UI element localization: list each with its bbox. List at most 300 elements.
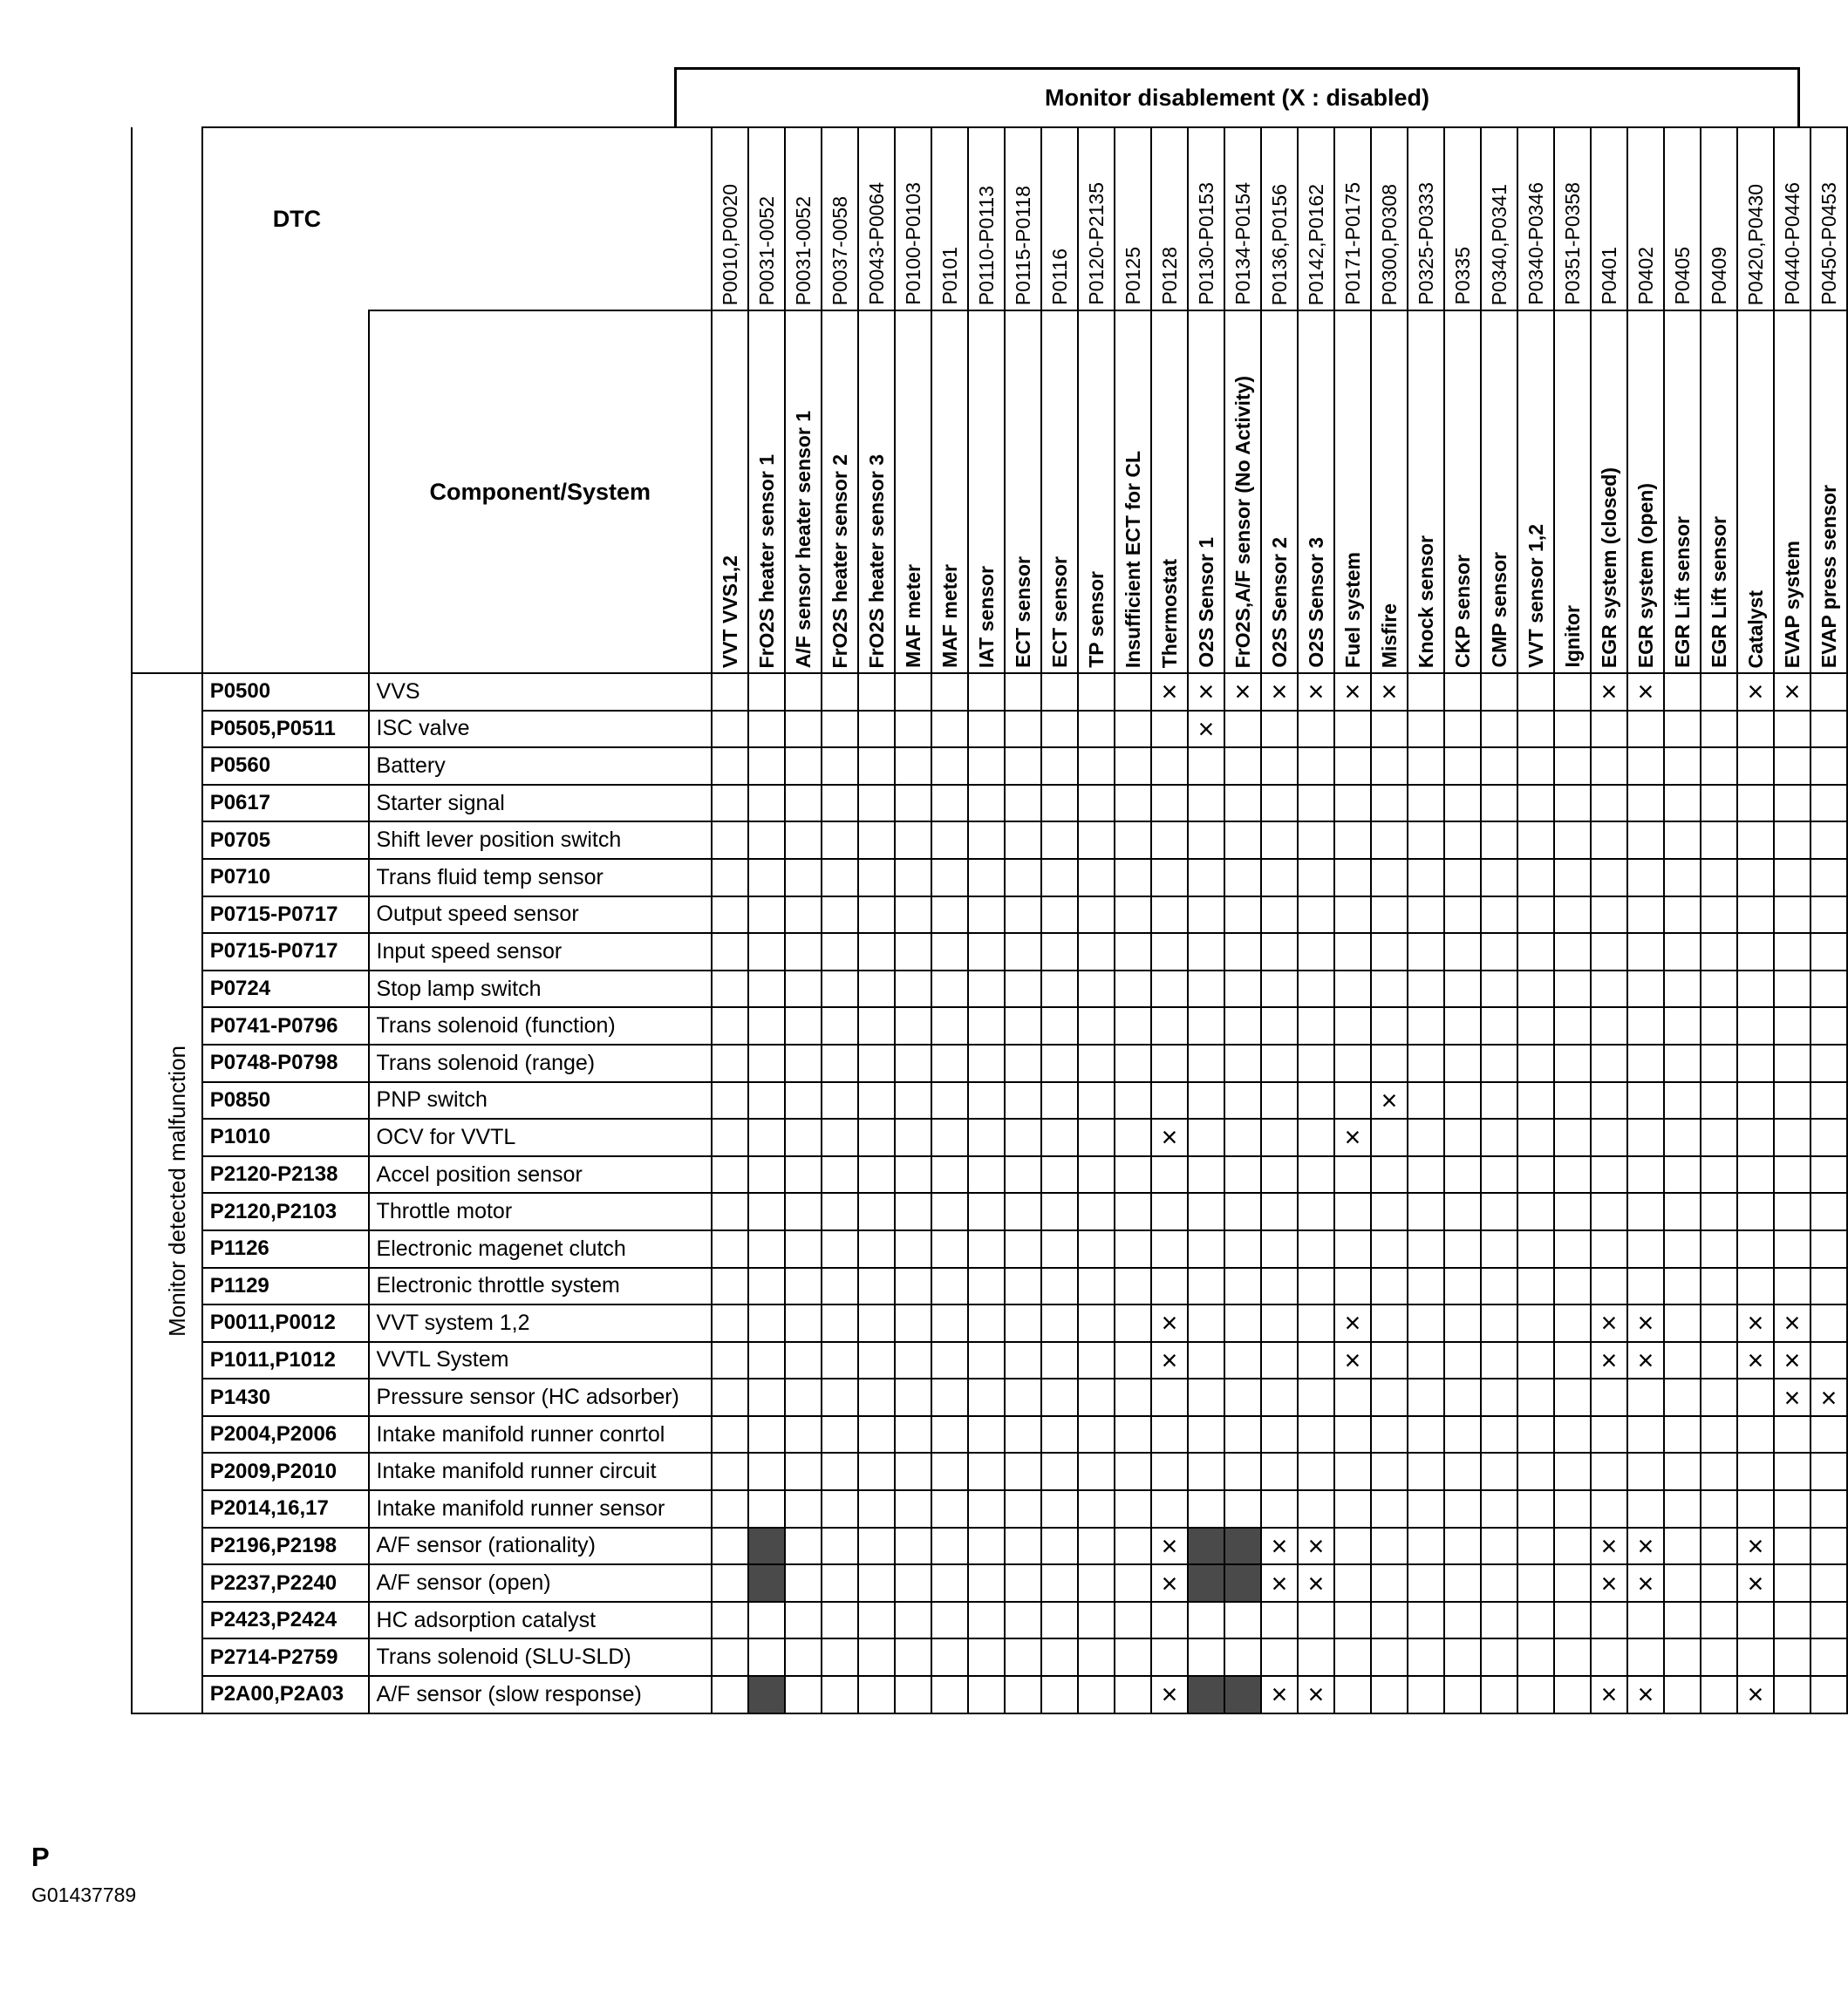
- row-component: Trans solenoid (function): [369, 1007, 712, 1045]
- empty-cell: [1298, 821, 1334, 859]
- empty-cell: [748, 1490, 785, 1528]
- empty-cell: [785, 1304, 822, 1342]
- empty-cell: [785, 1602, 822, 1639]
- empty-cell: [1298, 711, 1334, 748]
- corner-blank-cell: [132, 127, 202, 673]
- empty-cell: [712, 1230, 748, 1268]
- table-row: [132, 1268, 1847, 1305]
- empty-cell: [1481, 1082, 1517, 1120]
- row-dtc-code: P0715-P0717: [202, 896, 369, 934]
- empty-cell: [1701, 1676, 1737, 1713]
- empty-cell: [1664, 896, 1701, 934]
- empty-cell: [1078, 673, 1115, 711]
- empty-cell: [822, 1528, 858, 1565]
- empty-cell: [1774, 1453, 1810, 1490]
- disabled-mark: ×: [1371, 673, 1408, 711]
- empty-cell: [1408, 1379, 1444, 1416]
- empty-cell: [1517, 859, 1554, 896]
- empty-cell: [1444, 785, 1481, 822]
- row-component: Output speed sensor: [369, 896, 712, 934]
- column-code-label: P0450-P0453: [1817, 182, 1840, 305]
- empty-cell: [931, 1602, 968, 1639]
- empty-cell: [968, 747, 1005, 785]
- empty-cell: [1408, 673, 1444, 711]
- row-dtc-code: P2120-P2138: [202, 1156, 369, 1194]
- table-row: [132, 1082, 1847, 1120]
- empty-cell: [1664, 1230, 1701, 1268]
- shaded-cell: [1224, 1528, 1261, 1565]
- header-row-names: [132, 310, 1847, 673]
- table-row: [132, 1676, 1847, 1713]
- empty-cell: [785, 933, 822, 971]
- empty-cell: [1810, 1082, 1847, 1120]
- empty-cell: [968, 1119, 1005, 1156]
- empty-cell: [1224, 1007, 1261, 1045]
- empty-cell: [1224, 1638, 1261, 1676]
- empty-cell: [1664, 711, 1701, 748]
- empty-cell: [1481, 1156, 1517, 1194]
- empty-cell: [1627, 747, 1664, 785]
- empty-cell: [1334, 896, 1371, 934]
- empty-cell: [1481, 1638, 1517, 1676]
- empty-cell: [1115, 821, 1151, 859]
- empty-cell: [1554, 1230, 1591, 1268]
- empty-cell: [822, 1119, 858, 1156]
- empty-cell: [1737, 1082, 1774, 1120]
- empty-cell: [1701, 859, 1737, 896]
- row-component: Accel position sensor: [369, 1156, 712, 1194]
- empty-cell: [1664, 1490, 1701, 1528]
- empty-cell: [822, 859, 858, 896]
- row-component: Trans solenoid (SLU-SLD): [369, 1638, 712, 1676]
- empty-cell: [1151, 821, 1188, 859]
- empty-cell: [1371, 1676, 1408, 1713]
- empty-cell: [822, 1156, 858, 1194]
- empty-cell: [1334, 1156, 1371, 1194]
- column-name-label: EGR Lift sensor: [1670, 516, 1694, 668]
- column-code-label: P0300,P0308: [1377, 183, 1401, 305]
- empty-cell: [858, 1082, 895, 1120]
- column-name-27: [1701, 310, 1737, 673]
- column-name-label: TP sensor: [1084, 571, 1108, 668]
- empty-cell: [1298, 896, 1334, 934]
- empty-cell: [1701, 785, 1737, 822]
- empty-cell: [748, 1045, 785, 1082]
- empty-cell: [1298, 1342, 1334, 1379]
- empty-cell: [895, 1045, 931, 1082]
- empty-cell: [1554, 821, 1591, 859]
- column-code-14: [1224, 127, 1261, 310]
- disabled-mark: ×: [1151, 1119, 1188, 1156]
- empty-cell: [1408, 1453, 1444, 1490]
- empty-cell: [1810, 896, 1847, 934]
- empty-cell: [1151, 785, 1188, 822]
- empty-cell: [822, 1379, 858, 1416]
- shaded-cell: [1188, 1676, 1224, 1713]
- empty-cell: [931, 1564, 968, 1602]
- empty-cell: [1371, 1453, 1408, 1490]
- header-row-codes: [132, 127, 1847, 310]
- empty-cell: [1115, 1342, 1151, 1379]
- empty-cell: [1334, 1528, 1371, 1565]
- empty-cell: [1408, 1007, 1444, 1045]
- disabled-mark: ×: [1261, 1528, 1298, 1565]
- disabled-mark: ×: [1298, 1564, 1334, 1602]
- empty-cell: [1517, 673, 1554, 711]
- column-code-23: [1554, 127, 1591, 310]
- empty-cell: [895, 933, 931, 971]
- column-code-2: [785, 127, 822, 310]
- empty-cell: [1591, 1156, 1627, 1194]
- empty-cell: [1371, 711, 1408, 748]
- row-component: PNP switch: [369, 1082, 712, 1120]
- empty-cell: [748, 1638, 785, 1676]
- empty-cell: [748, 1007, 785, 1045]
- empty-cell: [1701, 1490, 1737, 1528]
- empty-cell: [1517, 1416, 1554, 1454]
- empty-cell: [748, 1304, 785, 1342]
- column-name-24: [1591, 310, 1627, 673]
- empty-cell: [822, 821, 858, 859]
- column-name-26: [1664, 310, 1701, 673]
- empty-cell: [1517, 1602, 1554, 1639]
- empty-cell: [712, 673, 748, 711]
- empty-cell: [931, 1490, 968, 1528]
- empty-cell: [1408, 1082, 1444, 1120]
- empty-cell: [1005, 1193, 1041, 1230]
- empty-cell: [1188, 1230, 1224, 1268]
- empty-cell: [1151, 1007, 1188, 1045]
- empty-cell: [1115, 1045, 1151, 1082]
- empty-cell: [1664, 1082, 1701, 1120]
- empty-cell: [858, 1045, 895, 1082]
- empty-cell: [1115, 785, 1151, 822]
- column-code-6: [931, 127, 968, 310]
- empty-cell: [858, 1230, 895, 1268]
- disabled-mark: ×: [1810, 1379, 1847, 1416]
- column-name-11: [1115, 310, 1151, 673]
- empty-cell: [1298, 1490, 1334, 1528]
- empty-cell: [1591, 1082, 1627, 1120]
- empty-cell: [1664, 971, 1701, 1008]
- empty-cell: [1737, 933, 1774, 971]
- empty-cell: [822, 747, 858, 785]
- empty-cell: [1517, 821, 1554, 859]
- empty-cell: [1188, 1156, 1224, 1194]
- empty-cell: [968, 1230, 1005, 1268]
- empty-cell: [1005, 1564, 1041, 1602]
- row-component: VVTL System: [369, 1342, 712, 1379]
- empty-cell: [1481, 1490, 1517, 1528]
- empty-cell: [895, 1638, 931, 1676]
- empty-cell: [968, 1304, 1005, 1342]
- disabled-mark: ×: [1737, 1342, 1774, 1379]
- empty-cell: [1188, 1193, 1224, 1230]
- empty-cell: [785, 1638, 822, 1676]
- empty-cell: [1261, 1156, 1298, 1194]
- row-component: Electronic throttle system: [369, 1268, 712, 1305]
- empty-cell: [1517, 971, 1554, 1008]
- empty-cell: [1115, 747, 1151, 785]
- empty-cell: [1224, 933, 1261, 971]
- table-row: [132, 1490, 1847, 1528]
- disabled-mark: ×: [1591, 1304, 1627, 1342]
- empty-cell: [1005, 1304, 1041, 1342]
- table-row: [132, 785, 1847, 822]
- empty-cell: [1005, 1342, 1041, 1379]
- row-dtc-code: P2120,P2103: [202, 1193, 369, 1230]
- empty-cell: [1481, 933, 1517, 971]
- empty-cell: [1408, 1156, 1444, 1194]
- empty-cell: [858, 821, 895, 859]
- empty-cell: [968, 1638, 1005, 1676]
- empty-cell: [1041, 1379, 1078, 1416]
- empty-cell: [858, 1638, 895, 1676]
- empty-cell: [1005, 673, 1041, 711]
- empty-cell: [1517, 896, 1554, 934]
- empty-cell: [1041, 1230, 1078, 1268]
- table-row: [132, 711, 1847, 748]
- column-name-label: FrO2S heater sensor 2: [828, 453, 851, 668]
- disabled-mark: ×: [1591, 1564, 1627, 1602]
- empty-cell: [931, 933, 968, 971]
- empty-cell: [712, 1304, 748, 1342]
- empty-cell: [931, 1007, 968, 1045]
- empty-cell: [968, 896, 1005, 934]
- empty-cell: [1041, 1082, 1078, 1120]
- empty-cell: [1115, 1007, 1151, 1045]
- table-row: [132, 1564, 1847, 1602]
- empty-cell: [1005, 1528, 1041, 1565]
- empty-cell: [968, 1379, 1005, 1416]
- empty-cell: [1481, 747, 1517, 785]
- empty-cell: [1701, 1082, 1737, 1120]
- empty-cell: [1188, 1007, 1224, 1045]
- empty-cell: [1664, 1528, 1701, 1565]
- shaded-cell: [1224, 1676, 1261, 1713]
- empty-cell: [858, 971, 895, 1008]
- column-name-label: CMP sensor: [1487, 552, 1510, 668]
- empty-cell: [1810, 711, 1847, 748]
- empty-cell: [1701, 1045, 1737, 1082]
- row-component: Trans fluid temp sensor: [369, 859, 712, 896]
- empty-cell: [1737, 1045, 1774, 1082]
- empty-cell: [1554, 1082, 1591, 1120]
- empty-cell: [1371, 1490, 1408, 1528]
- column-name-label: EGR system (open): [1633, 482, 1657, 668]
- row-dtc-code: P2A00,P2A03: [202, 1676, 369, 1713]
- empty-cell: [1261, 1638, 1298, 1676]
- empty-cell: [1774, 1602, 1810, 1639]
- empty-cell: [1517, 1082, 1554, 1120]
- disabled-mark: ×: [1774, 1342, 1810, 1379]
- column-code-label: P0405: [1670, 247, 1694, 305]
- empty-cell: [1261, 785, 1298, 822]
- empty-cell: [1005, 1230, 1041, 1268]
- row-dtc-code: P0710: [202, 859, 369, 896]
- empty-cell: [1078, 1564, 1115, 1602]
- empty-cell: [1188, 1082, 1224, 1120]
- empty-cell: [1517, 711, 1554, 748]
- disabled-mark: ×: [1261, 673, 1298, 711]
- row-component: Trans solenoid (range): [369, 1045, 712, 1082]
- empty-cell: [931, 821, 968, 859]
- empty-cell: [1517, 1453, 1554, 1490]
- column-name-label: Misfire: [1377, 603, 1401, 668]
- empty-cell: [1371, 1602, 1408, 1639]
- row-component: Throttle motor: [369, 1193, 712, 1230]
- empty-cell: [1701, 1268, 1737, 1305]
- empty-cell: [1444, 1119, 1481, 1156]
- empty-cell: [1261, 1490, 1298, 1528]
- column-name-label: EGR system (closed): [1597, 467, 1620, 668]
- table-row: [132, 971, 1847, 1008]
- empty-cell: [1664, 1268, 1701, 1305]
- column-name-25: [1627, 310, 1664, 673]
- column-code-16: [1298, 127, 1334, 310]
- column-code-9: [1041, 127, 1078, 310]
- empty-cell: [1517, 785, 1554, 822]
- empty-cell: [1408, 1490, 1444, 1528]
- empty-cell: [1224, 1416, 1261, 1454]
- empty-cell: [1188, 1342, 1224, 1379]
- empty-cell: [1224, 1342, 1261, 1379]
- empty-cell: [1627, 1416, 1664, 1454]
- column-name-label: EVAP press sensor: [1817, 484, 1840, 668]
- empty-cell: [1041, 747, 1078, 785]
- empty-cell: [1701, 1342, 1737, 1379]
- empty-cell: [1627, 1230, 1664, 1268]
- empty-cell: [1444, 1230, 1481, 1268]
- empty-cell: [1554, 1193, 1591, 1230]
- empty-cell: [712, 1156, 748, 1194]
- empty-cell: [1298, 1304, 1334, 1342]
- empty-cell: [1298, 1602, 1334, 1639]
- empty-cell: [1408, 1119, 1444, 1156]
- empty-cell: [931, 1416, 968, 1454]
- empty-cell: [1041, 1342, 1078, 1379]
- empty-cell: [1041, 785, 1078, 822]
- empty-cell: [858, 1490, 895, 1528]
- empty-cell: [1701, 1564, 1737, 1602]
- empty-cell: [1481, 785, 1517, 822]
- empty-cell: [785, 711, 822, 748]
- column-code-label: P0031-0052: [791, 195, 815, 305]
- empty-cell: [1371, 1564, 1408, 1602]
- empty-cell: [1334, 1193, 1371, 1230]
- column-code-label: P0401: [1597, 247, 1620, 305]
- empty-cell: [1774, 747, 1810, 785]
- disabled-mark: ×: [1737, 1528, 1774, 1565]
- empty-cell: [822, 1676, 858, 1713]
- empty-cell: [1444, 896, 1481, 934]
- empty-cell: [1261, 1416, 1298, 1454]
- column-code-label: P0142,P0162: [1304, 183, 1327, 305]
- empty-cell: [1664, 785, 1701, 822]
- monitor-detected-malfunction-label: Monitor detected malfunction: [164, 1045, 190, 1337]
- empty-cell: [712, 896, 748, 934]
- empty-cell: [1151, 1156, 1188, 1194]
- empty-cell: [1810, 1119, 1847, 1156]
- empty-cell: [1627, 1490, 1664, 1528]
- empty-cell: [1664, 1564, 1701, 1602]
- empty-cell: [748, 1119, 785, 1156]
- empty-cell: [968, 1268, 1005, 1305]
- empty-cell: [1041, 1528, 1078, 1565]
- empty-cell: [1517, 1045, 1554, 1082]
- empty-cell: [1078, 1379, 1115, 1416]
- empty-cell: [1188, 1304, 1224, 1342]
- empty-cell: [931, 1379, 968, 1416]
- empty-cell: [1224, 1490, 1261, 1528]
- empty-cell: [1627, 821, 1664, 859]
- empty-cell: [1444, 1268, 1481, 1305]
- empty-cell: [822, 785, 858, 822]
- empty-cell: [1737, 1602, 1774, 1639]
- empty-cell: [1298, 785, 1334, 822]
- empty-cell: [1774, 859, 1810, 896]
- empty-cell: [1078, 1082, 1115, 1120]
- empty-cell: [1188, 821, 1224, 859]
- row-dtc-code: P0850: [202, 1082, 369, 1120]
- column-code-label: P0116: [1047, 249, 1071, 305]
- column-code-1: [748, 127, 785, 310]
- empty-cell: [1701, 1119, 1737, 1156]
- empty-cell: [1188, 1119, 1224, 1156]
- empty-cell: [858, 1342, 895, 1379]
- empty-cell: [748, 711, 785, 748]
- empty-cell: [1444, 1490, 1481, 1528]
- empty-cell: [1554, 1119, 1591, 1156]
- empty-cell: [1408, 711, 1444, 748]
- empty-cell: [1591, 1602, 1627, 1639]
- disabled-mark: ×: [1591, 1676, 1627, 1713]
- empty-cell: [822, 1007, 858, 1045]
- empty-cell: [858, 1379, 895, 1416]
- empty-cell: [1224, 747, 1261, 785]
- empty-cell: [1298, 1082, 1334, 1120]
- empty-cell: [1078, 821, 1115, 859]
- column-name-label: IAT sensor: [974, 565, 998, 668]
- table-row: [132, 1416, 1847, 1454]
- column-name-18: [1371, 310, 1408, 673]
- empty-cell: [1627, 1045, 1664, 1082]
- empty-cell: [1591, 1268, 1627, 1305]
- empty-cell: [968, 673, 1005, 711]
- empty-cell: [1554, 1156, 1591, 1194]
- empty-cell: [1774, 1490, 1810, 1528]
- column-name-label: FrO2S heater sensor 1: [754, 453, 778, 668]
- empty-cell: [1224, 1453, 1261, 1490]
- row-dtc-code: P2714-P2759: [202, 1638, 369, 1676]
- empty-cell: [1774, 1119, 1810, 1156]
- empty-cell: [931, 747, 968, 785]
- empty-cell: [822, 1342, 858, 1379]
- empty-cell: [968, 933, 1005, 971]
- empty-cell: [1334, 1268, 1371, 1305]
- empty-cell: [1481, 1564, 1517, 1602]
- empty-cell: [1078, 1342, 1115, 1379]
- column-code-11: [1115, 127, 1151, 310]
- empty-cell: [1224, 785, 1261, 822]
- empty-cell: [1774, 1638, 1810, 1676]
- column-name-label: MAF meter: [901, 564, 924, 668]
- empty-cell: [1005, 1490, 1041, 1528]
- empty-cell: [1371, 1193, 1408, 1230]
- empty-cell: [1261, 971, 1298, 1008]
- empty-cell: [895, 1564, 931, 1602]
- empty-cell: [1664, 1602, 1701, 1639]
